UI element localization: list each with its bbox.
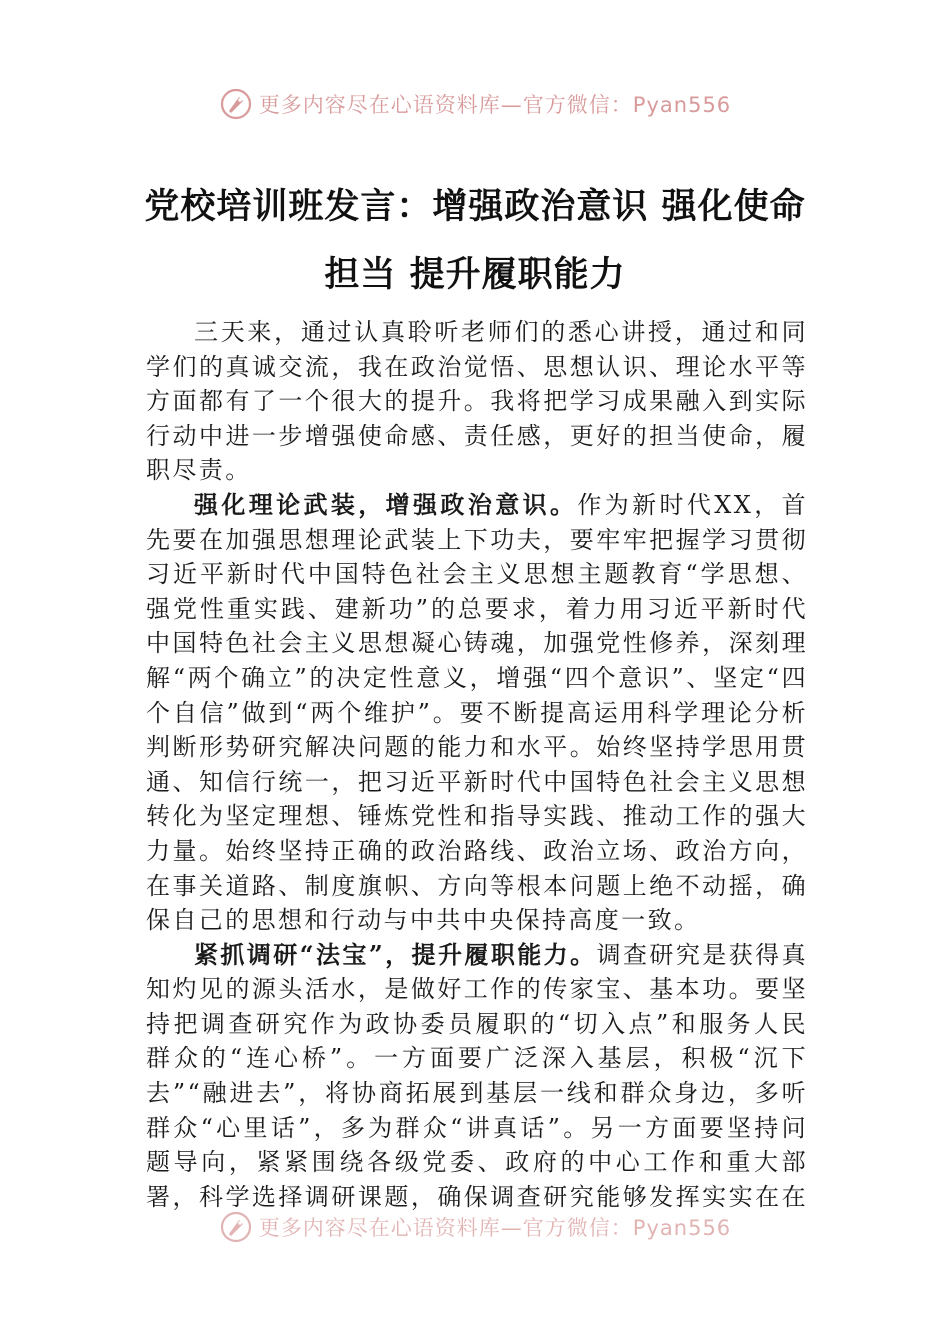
paragraph-heading: 紧抓调研“法宝”，提升履职能力。 — [194, 939, 597, 969]
paragraph: 强化理论武装，增强政治意识。作为新时代XX，首先要在加强思想理论武装上下功夫，要牢牢把握学习贯彻习近平新时代中国特色社会主义思想主题教育“学思想、强党性重实践、建新功”的总要求，着力用习近平新时代中国特色社会主义思想凝心铸魂，加强党性修养，深刻理解“两个确立”的决定性意义，增强“四个意识”、坚定“四个自信”做到“两个维护”。要不断提高运用科学理论分析判断形势研究解决问题的能力和水平。始终坚持学思用贯通、知信行统一，把习近平新时代中国特色社会主义思想转化为坚定理想、锤炼党性和指导实践、推动工作的强大力量。始终坚持正确的政治路线、政治立场、政治方向，在事关道路、制度旗帜、方向等根本问题上绝不动摇，确保自己的思想和行动与中共中央保持高度一致。 — [146, 489, 808, 935]
watermark-text: 更多内容尽在心语资料库—官方微信：Pyan556 — [258, 1216, 732, 1240]
pen-nib-icon — [219, 1210, 253, 1244]
watermark-footer — [0, 1207, 950, 1247]
paragraph-heading: 强化理论武装，增强政治意识。 — [194, 489, 578, 519]
watermark-text: 更多内容尽在心语资料库—官方微信：Pyan556 — [258, 93, 732, 117]
pen-nib-icon — [219, 87, 253, 121]
document-body — [146, 315, 808, 1215]
paragraph: 三天来，通过认真聆听老师们的悉心讲授，通过和同学们的真诚交流，我在政治觉悟、思想认识、理论水平等方面都有了一个很大的提升。我将把学习成果融入到实际行动中进一步增强使命感、责任感，更好的担当使命，履职尽责。 — [146, 318, 808, 485]
document-title-line-1: 党校培训班发言：增强政治意识 强化使命 — [144, 187, 806, 227]
watermark-header — [0, 84, 950, 124]
paragraph: 紧抓调研“法宝”，提升履职能力。调查研究是获得真知灼见的源头活水，是做好工作的传家宝、基本功。要坚持把调查研究作为政协委员履职的“切入点”和服务人民群众的“连心桥”。一方面要广泛深入基层，积极“沉下去”“融进去”，将协商拓展到基层一线和群众身边，多听群众“心里话”，多为群众“讲真话”。另一方面要坚持问题导向，紧紧围绕各级党委、政府的中心工作和重大部署，科学选择调研课题，确保调查研究能够发挥实实在在 — [146, 939, 808, 1211]
document-title-line-2: 担当 提升履职能力 — [324, 255, 626, 295]
